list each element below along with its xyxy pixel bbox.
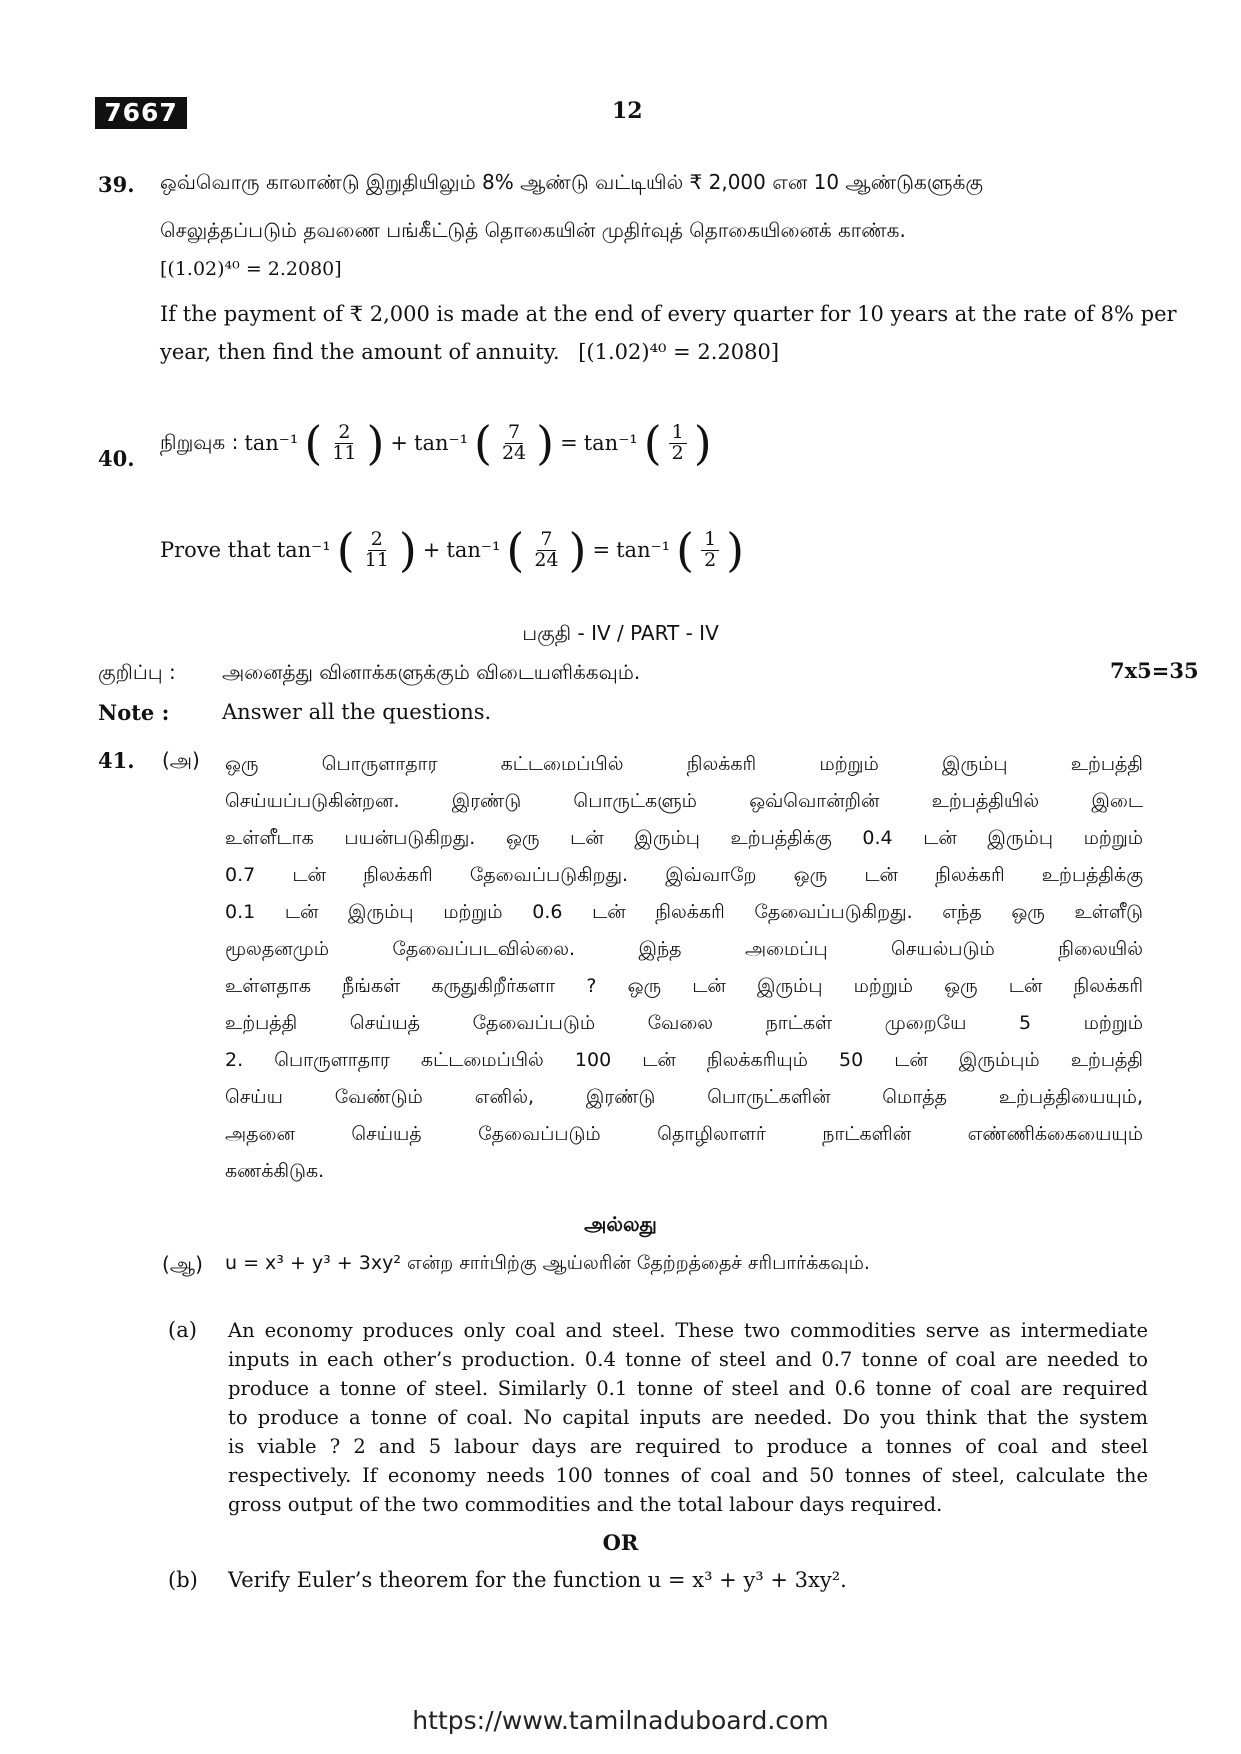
q39-english-hint: [(1.02)⁴⁰ = 2.2080] (578, 340, 780, 364)
q40-english-prefix: Prove that (160, 538, 271, 562)
q39-tamil-line-1: ஒவ்வொரு காலாண்டு இறுதியிலும் 8% ஆண்டு வட்டியில் ₹ 2,000 என 10 ஆண்டுகளுக்கு (160, 170, 984, 194)
question-number-39: 39. (98, 172, 135, 197)
q41-option-b-label-tamil: (ஆ) (162, 1252, 203, 1276)
paren-close: ) (693, 416, 712, 470)
paren-close: ) (366, 416, 385, 470)
fraction-2-11: $\frac{2}{11}$ (364, 527, 389, 571)
q41-option-b-tamil-text: u = x³ + y³ + 3xy² என்ற சார்பிற்கு ஆய்லரின் தேற்றத்தைச் சரிபார்க்கவும். (225, 1252, 870, 1274)
paren-open: ( (676, 523, 695, 577)
q41-option-a-label-tamil: (அ) (162, 748, 200, 772)
q39-english-line-1: If the payment of ₹ 2,000 is made at the end of every quarter for 10 years at the rate of 8% per (160, 302, 1177, 326)
paper-code-badge: 7667 (95, 97, 187, 129)
tan-inverse-1: tan⁻¹ (276, 538, 331, 562)
note-text-english: Answer all the questions. (222, 700, 492, 724)
plus-sign: + (422, 538, 441, 562)
marks-allocation: 7x5=35 (1110, 658, 1199, 683)
q39-tamil-hint: [(1.02)⁴⁰ = 2.2080] (160, 258, 342, 280)
fraction-1-2: $\frac{1}{2}$ (669, 423, 687, 464)
tan-inverse-2: tan⁻¹ (414, 431, 469, 455)
paren-close: ) (568, 523, 587, 577)
tan-inverse-3: tan⁻¹ (583, 431, 638, 455)
or-separator-tamil: அல்லது (584, 1212, 657, 1236)
equals-sign: = (560, 431, 578, 455)
q39-english-line-2 (160, 340, 779, 364)
paren-open: ( (643, 416, 662, 470)
q39-english-text: year, then find the amount of annuity. (160, 340, 560, 364)
fraction-1-2: $\frac{1}{2}$ (701, 530, 719, 571)
q40-tamil-prefix: நிறுவுக : (160, 429, 239, 454)
tan-inverse-2: tan⁻¹ (446, 538, 501, 562)
q41-option-b-english-text: Verify Euler’s theorem for the function u = x³ + y³ + 3xy². (228, 1568, 847, 1592)
q41-option-a-label-english: (a) (168, 1318, 197, 1342)
q41-option-a-tamil-text: ஒரு பொருளாதார கட்டமைப்பில் நிலக்கரி மற்றும் இரும்பு உற்பத்தி செய்யப்படுகின்றன. இரண்டு பொருட்களும் ஒவ்வொன்றின் உற்பத்தியில் இடை உள்ளீடாக பயன்படுகிறது. ஒரு டன் இரும்பு உற்பத்திக்கு 0.4 டன் இரும்பு மற்றும் 0.7 டன் நிலக்கரி தேவைப்படுகிறது. இவ்வாறே ஒரு டன் நிலக்கரி உற்பத்திக்கு 0.1 டன் இரும்பு மற்றும் 0.6 டன் நிலக்கரி தேவைப்படுகிறது. எந்த ஒரு உள்ளீடு மூலதனமும் தேவைப்படவில்லை. இந்த அமைப்பு செயல்படும் நிலையில் உள்ளதாக நீங்கள் கருதுகிறீர்களா ? ஒரு டன் இரும்பு மற்றும் ஒரு டன் நிலக்கரி உற்பத்தி செய்யத் தேவைப்படும் வேலை நாட்கள் முறையே 5 மற்றும் 2. பொருளாதார கட்டமைப்பில் 100 டன் நிலக்கரியும் 50 டன் இரும்பும் உற்பத்தி செய்ய வேண்டும் எனில், இரண்டு பொருட்களின் மொத்த உற்பத்தியையும், அதனை செய்யத் தேவைப்படும் தொழிலாளர் நாட்களின் எண்ணிக்கையையும் கணக்கிடுக. (225, 753, 1143, 1182)
paren-close: ) (398, 523, 417, 577)
q40-english-equation (160, 523, 745, 577)
paren-close: ) (536, 416, 555, 470)
paren-open: ( (336, 523, 355, 577)
fraction-7-24: $\frac{7}{24}$ (534, 527, 559, 571)
page-number: 12 (612, 98, 643, 124)
plus-sign: + (390, 431, 409, 455)
tan-inverse-1: tan⁻¹ (244, 431, 299, 455)
q41-option-a-english-text: An economy produces only coal and steel. These two commodities serve as intermediate inputs in each other’s production. 0.4 tonne of steel and 0.7 tonne of coal are needed to produce a tonne of steel. Similarly 0.1 tonne of steel and 0.6 tonne of coal are required to produce a tonne of coal. No capital inputs are needed. Do you think that the system is viable ? 2 and 5 labour days are required to produce a tonnes of coal and steel respectively. If economy needs 100 tonnes of coal and 50 tonnes of steel, calculate the gross output of the two commodities and the total labour days required. (228, 1319, 1148, 1516)
fraction-7-24: $\frac{7}{24}$ (501, 420, 527, 464)
equals-sign: = (592, 538, 611, 562)
q41-option-b-label-english: (b) (168, 1568, 198, 1592)
or-separator-english: OR (602, 1530, 639, 1555)
footer-url: https://www.tamilnaduboard.com (412, 1706, 829, 1735)
fraction-2-11: $\frac{2}{11}$ (332, 420, 357, 464)
note-text-tamil: அனைத்து வினாக்களுக்கும் விடையளிக்கவும். (222, 660, 641, 684)
paren-open: ( (474, 416, 492, 470)
part-heading: பகுதி - IV / PART - IV (522, 621, 719, 645)
note-label-english: Note : (98, 700, 170, 725)
tan-inverse-3: tan⁻¹ (616, 538, 671, 562)
paren-open: ( (304, 416, 323, 470)
q39-tamil-line-2: செலுத்தப்படும் தவணை பங்கீட்டுத் தொகையின் முதிர்வுத் தொகையினைக் காண்க. (160, 218, 906, 242)
question-number-40: 40. (98, 446, 135, 471)
paren-close: ) (726, 523, 745, 577)
note-label-tamil: குறிப்பு : (98, 660, 176, 684)
q40-tamil-equation (160, 416, 712, 470)
question-number-41: 41. (98, 748, 135, 773)
paren-open: ( (506, 523, 525, 577)
